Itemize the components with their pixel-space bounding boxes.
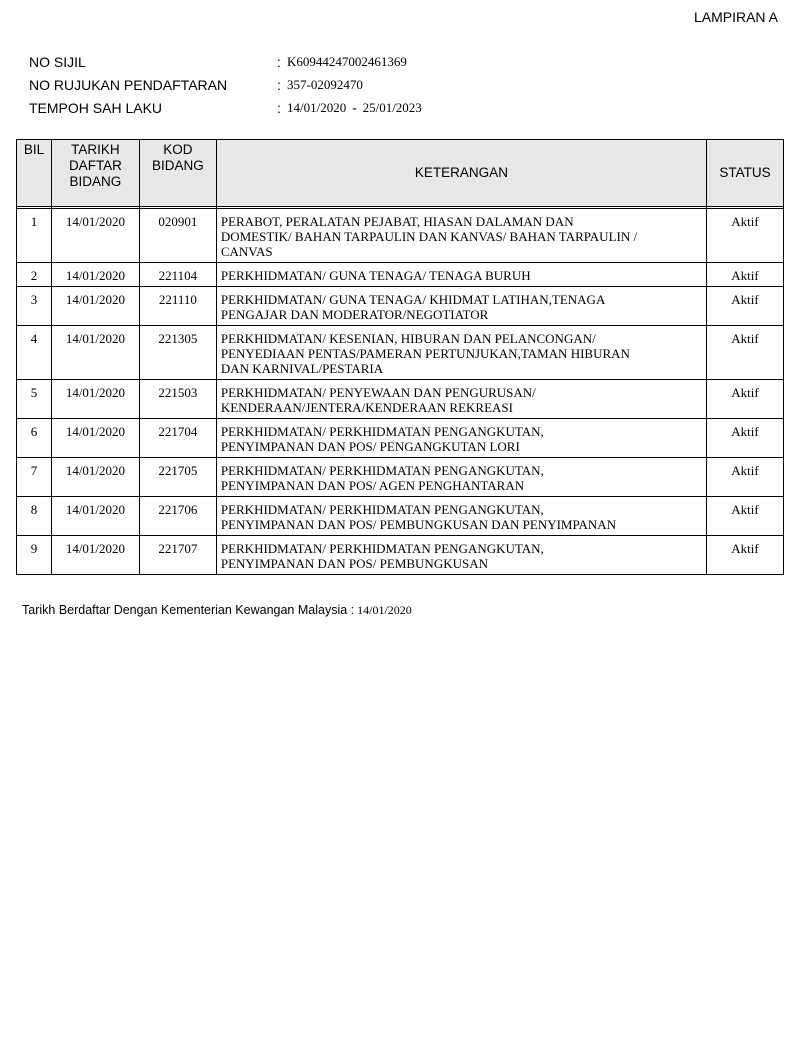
cell-keterangan	[216, 458, 706, 497]
cell-kod: 221706	[139, 497, 216, 536]
cell-bil: 3	[17, 287, 52, 326]
cell-bil: 2	[17, 263, 52, 287]
header-tarikh-line: BIDANG	[69, 174, 122, 189]
keterangan-line: PENYEDIAAN PENTAS/PAMERAN PERTUNJUKAN,TAMAN HIBURAN	[220, 346, 630, 361]
keterangan-line: PENYIMPANAN DAN POS/ PEMBUNGKUSAN DAN PENYIMPANAN	[220, 517, 617, 532]
keterangan-line: PERKHIDMATAN/ PERKHIDMATAN PENGANGKUTAN,	[220, 502, 544, 517]
table-row	[17, 536, 784, 575]
certificate-number: K60944247002461369	[287, 53, 407, 69]
registration-reference: 357-02092470	[287, 76, 363, 92]
cell-bil: 5	[17, 380, 52, 419]
info-label: NO SIJIL	[29, 53, 86, 70]
field-table	[16, 139, 784, 575]
table-row	[17, 458, 784, 497]
keterangan-line: PERKHIDMATAN/ PERKHIDMATAN PENGANGKUTAN,	[220, 463, 544, 478]
cell-keterangan	[216, 209, 706, 263]
table-row	[17, 326, 784, 380]
certificate-info	[29, 50, 422, 119]
cell-status: Aktif	[707, 458, 784, 497]
keterangan-line: PERKHIDMATAN/ PERKHIDMATAN PENGANGKUTAN,	[220, 541, 544, 556]
cell-kod: 221704	[139, 419, 216, 458]
footer-date: 14/01/2020	[357, 603, 412, 617]
cell-kod: 020901	[139, 209, 216, 263]
keterangan-line: PERKHIDMATAN/ PENYEWAAN DAN PENGURUSAN/	[220, 385, 536, 400]
cell-status: Aktif	[707, 326, 784, 380]
cell-tarikh: 14/01/2020	[51, 458, 139, 497]
table-row	[17, 497, 784, 536]
keterangan-line: PENYIMPANAN DAN POS/ PEMBUNGKUSAN	[220, 556, 488, 571]
header-kod	[139, 140, 216, 207]
info-row-no-sijil	[29, 50, 422, 73]
lampiran-label: LAMPIRAN A	[693, 9, 778, 25]
cell-tarikh: 14/01/2020	[51, 326, 139, 380]
cell-status: Aktif	[707, 419, 784, 458]
table-row	[17, 263, 784, 287]
cell-tarikh: 14/01/2020	[51, 536, 139, 575]
cell-keterangan	[216, 287, 706, 326]
keterangan-line: PENGAJAR DAN MODERATOR/NEGOTIATOR	[220, 307, 489, 322]
registration-footer	[22, 603, 412, 618]
header-kod-line: KOD	[163, 142, 193, 157]
cell-bil: 7	[17, 458, 52, 497]
table-row	[17, 209, 784, 263]
cell-bil: 9	[17, 536, 52, 575]
footer-label: Tarikh Berdaftar Dengan Kementerian Kewangan Malaysia :	[22, 603, 355, 617]
keterangan-line: DAN KARNIVAL/PESTARIA	[220, 361, 384, 376]
table-row	[17, 419, 784, 458]
cell-tarikh: 14/01/2020	[51, 497, 139, 536]
keterangan-line: CANVAS	[220, 244, 273, 259]
header-status: STATUS	[707, 140, 784, 207]
info-colon: :	[277, 53, 281, 70]
cell-tarikh: 14/01/2020	[51, 419, 139, 458]
cell-tarikh: 14/01/2020	[51, 287, 139, 326]
header-kod-line: BIDANG	[151, 158, 204, 173]
cell-keterangan	[216, 326, 706, 380]
header-tarikh	[51, 140, 139, 207]
cell-keterangan	[216, 380, 706, 419]
cell-keterangan	[216, 497, 706, 536]
info-label: NO RUJUKAN PENDAFTARAN	[29, 76, 228, 93]
header-bil: BIL	[17, 140, 52, 207]
cell-status: Aktif	[707, 263, 784, 287]
keterangan-line: PERKHIDMATAN/ KESENIAN, HIBURAN DAN PELANCONGAN/	[220, 331, 596, 346]
cell-tarikh: 14/01/2020	[51, 263, 139, 287]
keterangan-line: PERABOT, PERALATAN PEJABAT, HIASAN DALAMAN DAN	[220, 214, 574, 229]
keterangan-line: PENYIMPANAN DAN POS/ PENGANGKUTAN LORI	[220, 439, 520, 454]
keterangan-line: PERKHIDMATAN/ PERKHIDMATAN PENGANGKUTAN,	[220, 424, 544, 439]
cell-status: Aktif	[707, 287, 784, 326]
validity-dash: -	[352, 99, 357, 115]
cell-status: Aktif	[707, 209, 784, 263]
cell-bil: 6	[17, 419, 52, 458]
cell-keterangan	[216, 263, 706, 287]
validity-end: 25/01/2023	[362, 99, 422, 115]
cell-kod: 221707	[139, 536, 216, 575]
cell-status: Aktif	[707, 536, 784, 575]
keterangan-line: DOMESTIK/ BAHAN TARPAULIN DAN KANVAS/ BAHAN TARPAULIN /	[220, 229, 638, 244]
cell-bil: 1	[17, 209, 52, 263]
cell-kod: 221305	[139, 326, 216, 380]
table-row	[17, 287, 784, 326]
validity-period	[287, 100, 422, 116]
cell-tarikh: 14/01/2020	[51, 380, 139, 419]
cell-bil: 4	[17, 326, 52, 380]
info-label: TEMPOH SAH LAKU	[29, 99, 163, 116]
cell-tarikh: 14/01/2020	[51, 209, 139, 263]
cell-status: Aktif	[707, 497, 784, 536]
info-colon: :	[277, 99, 281, 116]
header-keterangan: KETERANGAN	[216, 140, 706, 207]
keterangan-line: PERKHIDMATAN/ GUNA TENAGA/ KHIDMAT LATIHAN,TENAGA	[220, 292, 606, 307]
keterangan-line: PENYIMPANAN DAN POS/ AGEN PENGHANTARAN	[220, 478, 525, 493]
header-tarikh-line: TARIKH	[71, 142, 120, 157]
cell-bil: 8	[17, 497, 52, 536]
table-row	[17, 380, 784, 419]
info-row-tempoh	[29, 96, 422, 119]
info-colon: :	[277, 76, 281, 93]
cell-kod: 221503	[139, 380, 216, 419]
cell-kod: 221104	[139, 263, 216, 287]
cell-kod: 221110	[139, 287, 216, 326]
cell-keterangan	[216, 536, 706, 575]
validity-start: 14/01/2020	[287, 99, 347, 115]
info-row-no-rujukan	[29, 73, 422, 96]
cell-status: Aktif	[707, 380, 784, 419]
keterangan-line: KENDERAAN/JENTERA/KENDERAAN REKREASI	[220, 400, 513, 415]
header-tarikh-line: DAFTAR	[68, 158, 122, 173]
table-header-row	[17, 140, 784, 207]
cell-kod: 221705	[139, 458, 216, 497]
cell-keterangan	[216, 419, 706, 458]
keterangan-line: PERKHIDMATAN/ GUNA TENAGA/ TENAGA BURUH	[220, 268, 531, 283]
